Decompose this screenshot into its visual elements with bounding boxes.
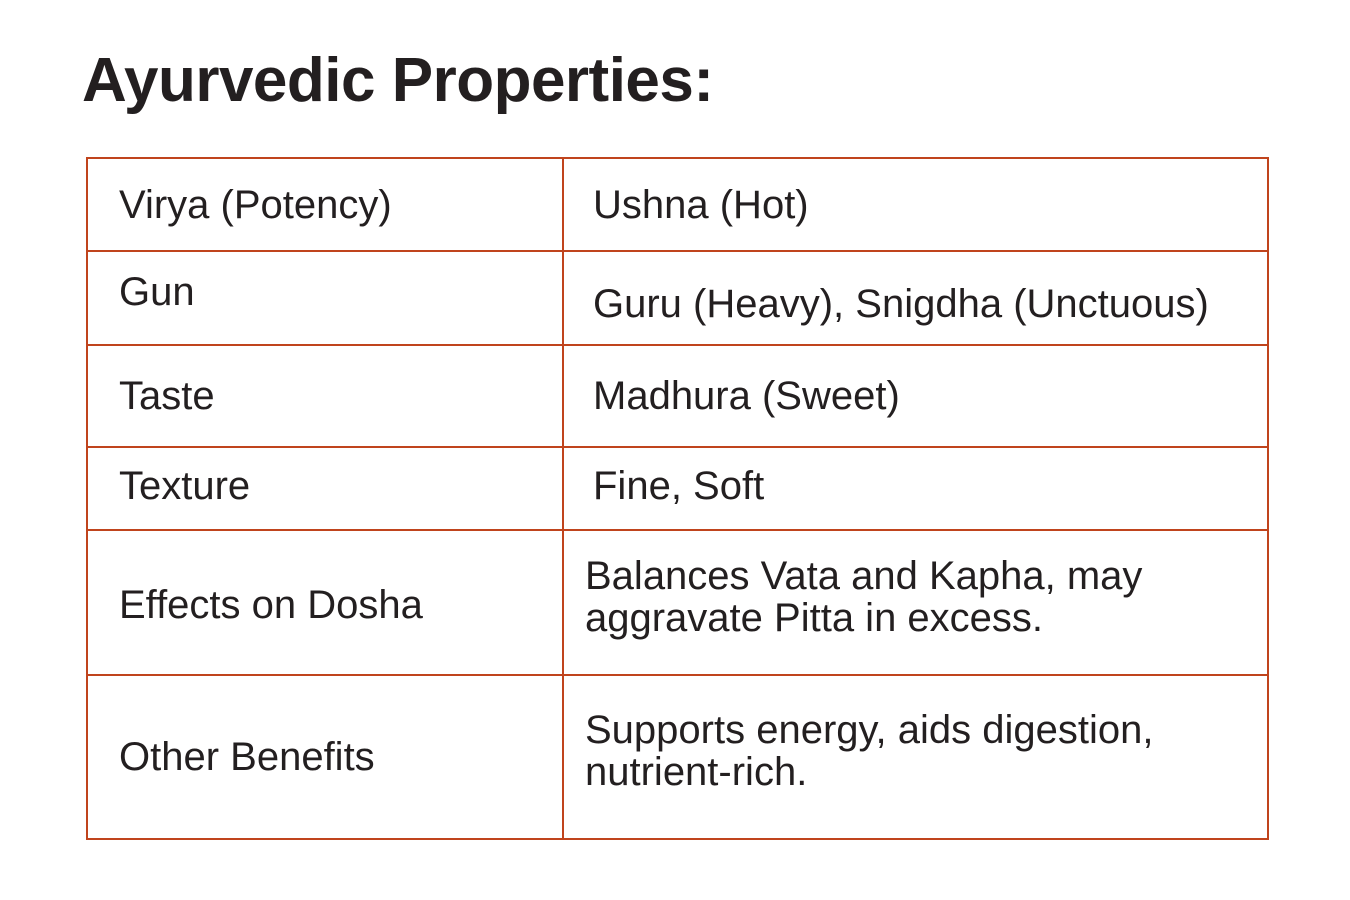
property-label [87,675,563,839]
property-value [563,530,1268,675]
property-value [563,675,1268,839]
property-label-text: Effects on Dosha [119,582,423,627]
table-row-taste [87,345,1268,447]
table-row-texture [87,447,1268,530]
property-value-text: Madhura (Sweet) [593,374,900,418]
property-value-text: Guru (Heavy), Snigdha (Unctuous) [593,282,1209,326]
property-value-text: Fine, Soft [593,463,765,508]
property-label [87,158,563,251]
ayurvedic-properties-table [86,157,1269,840]
property-label-text: Gun [119,270,195,314]
property-label [87,251,563,345]
property-value [563,158,1268,251]
property-value [563,251,1268,345]
property-label-text: Texture [119,463,251,508]
page-title: Ayurvedic Properties: [82,46,714,115]
property-value-text: Balances Vata and Kapha, may aggravate Pitta in excess. [585,553,1143,640]
table-row-effects-on-dosha [87,530,1268,675]
property-value-text: Supports energy, aids digestion, nutrient-rich. [585,708,1154,794]
property-value-text: Ushna (Hot) [593,182,809,227]
property-label [87,447,563,530]
table-row-virya [87,158,1268,251]
property-value [563,447,1268,530]
table-row-gun [87,251,1268,345]
table-row-other-benefits [87,675,1268,839]
property-label [87,345,563,447]
property-label-text: Virya (Potency) [119,182,392,227]
property-label [87,530,563,675]
property-value [563,345,1268,447]
property-label-text: Taste [119,374,215,418]
property-label-text: Other Benefits [119,735,375,779]
